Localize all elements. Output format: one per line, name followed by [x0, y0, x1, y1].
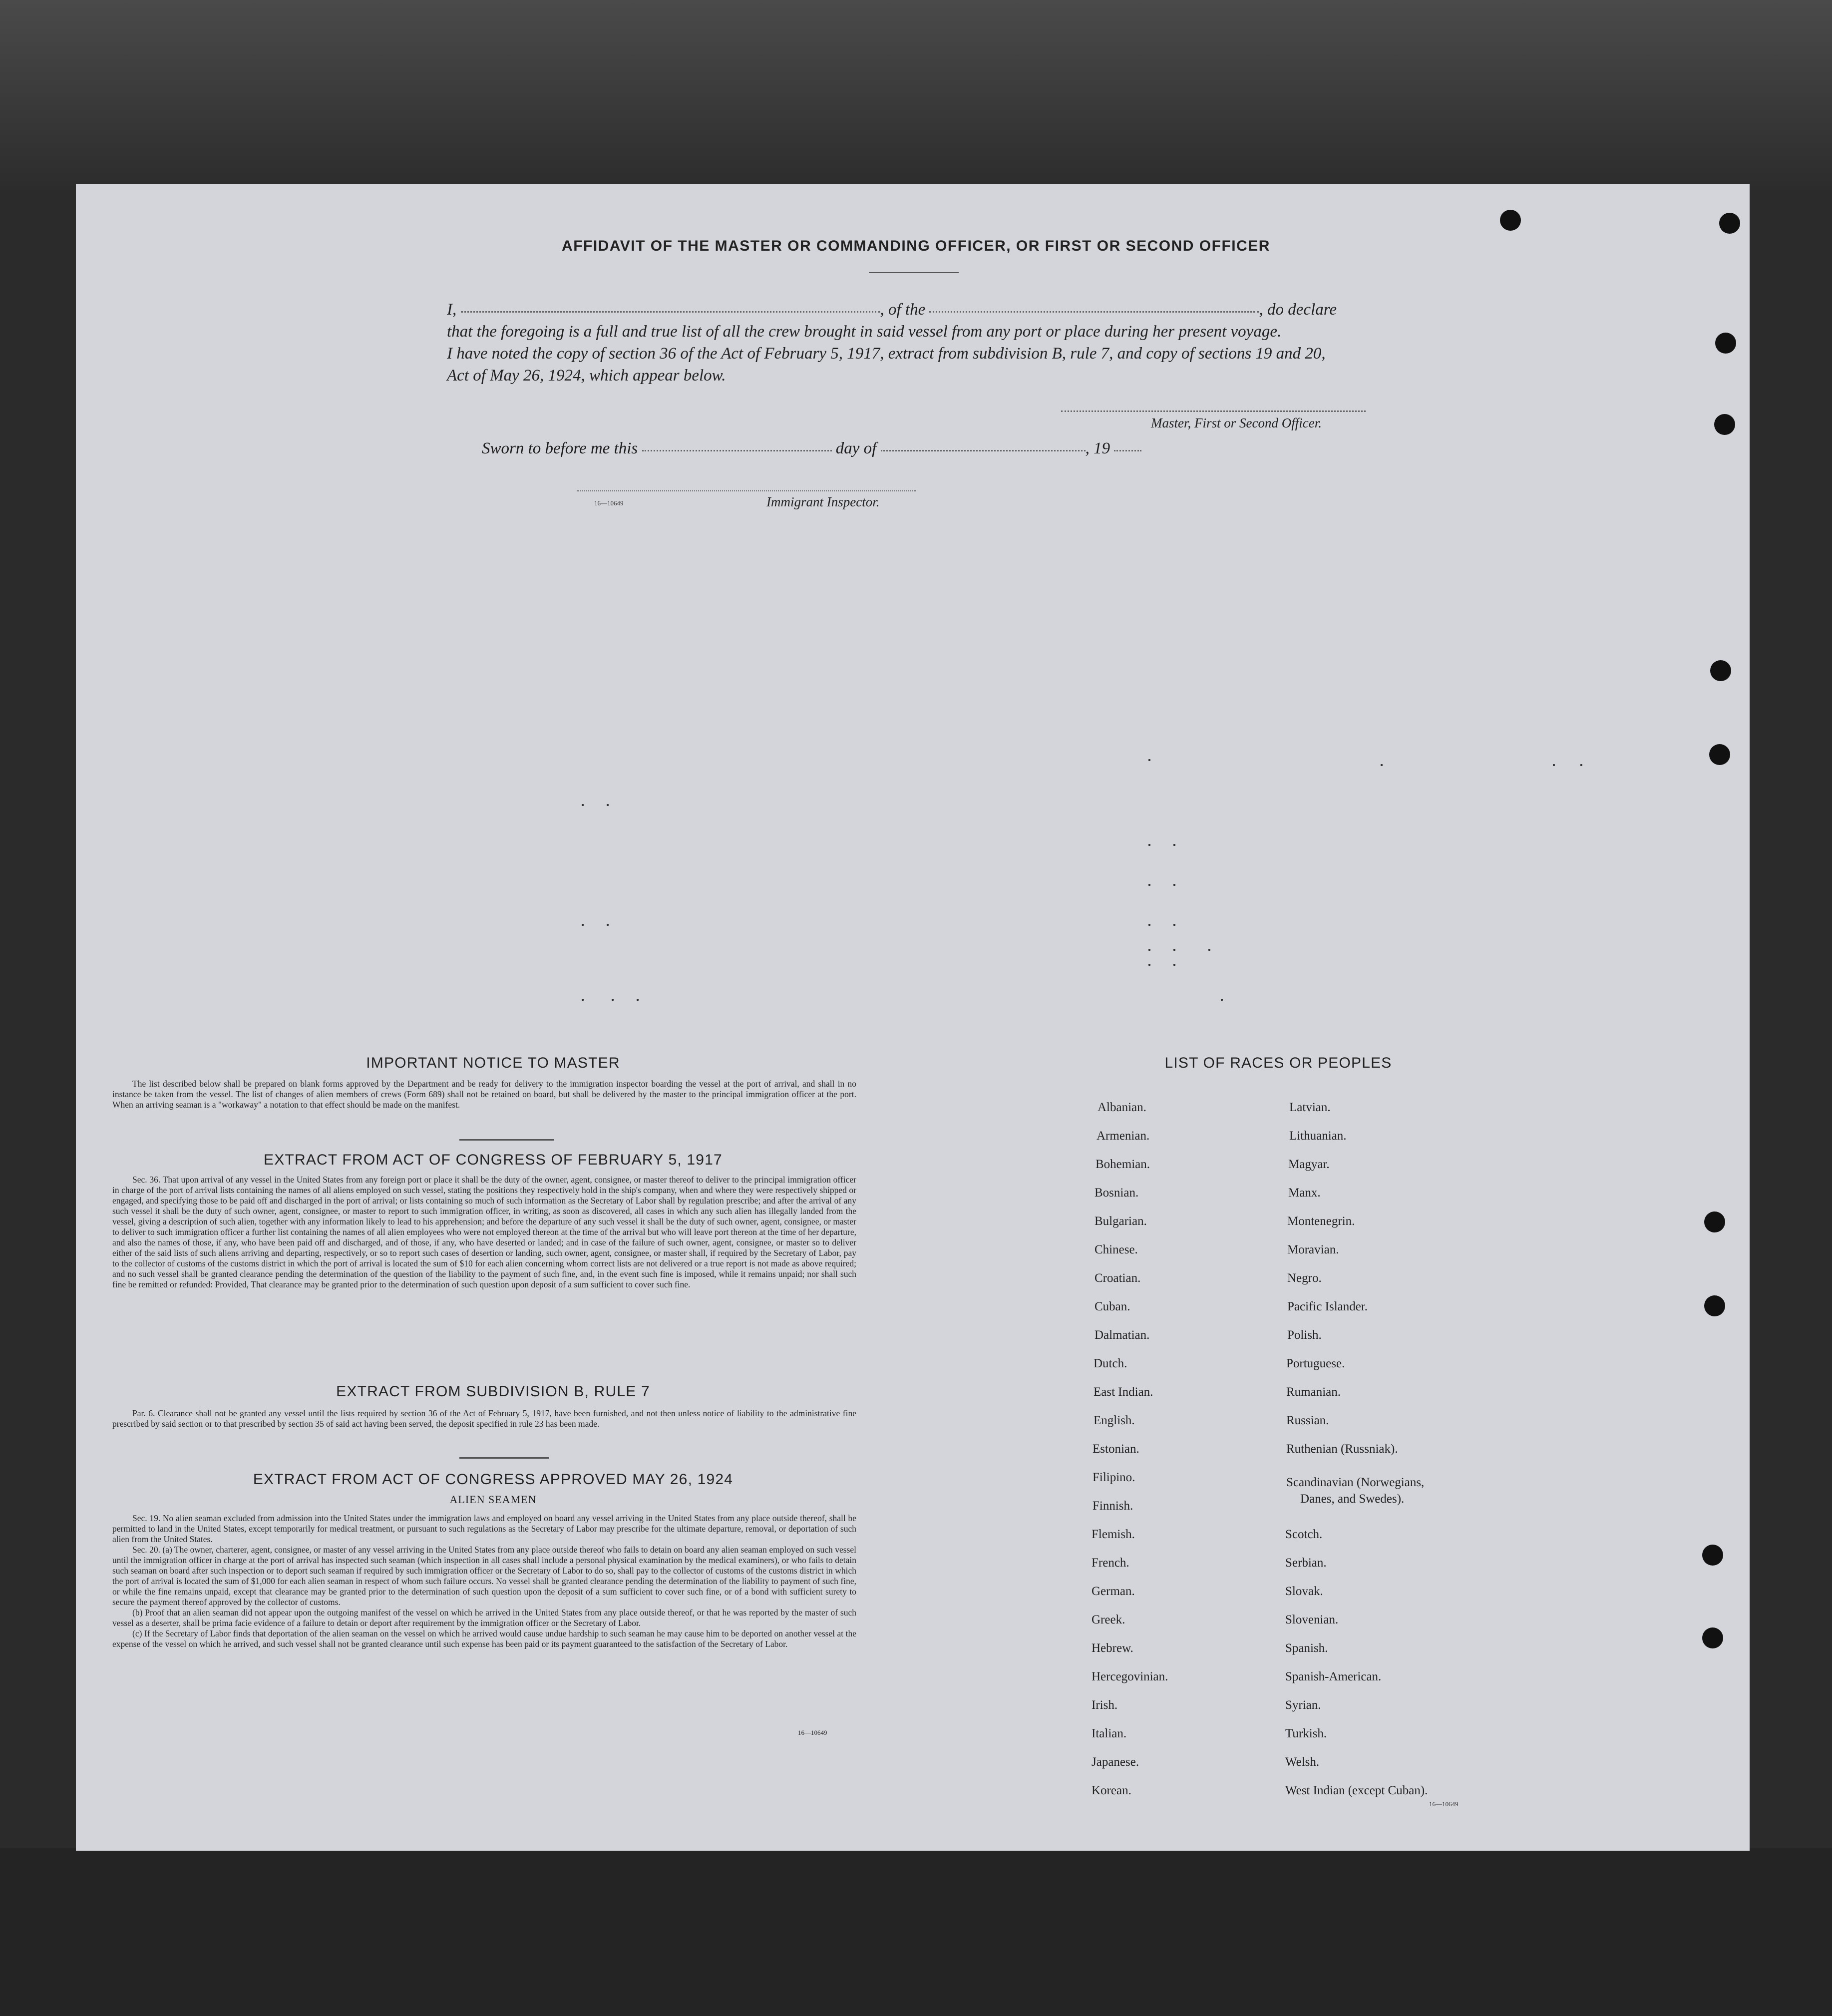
punch-hole — [1714, 414, 1735, 435]
title-divider — [869, 272, 959, 273]
punch-hole — [1702, 1627, 1723, 1648]
extract-1917-body — [112, 1175, 856, 1290]
affidavit-form-number: 16—10649 — [594, 499, 624, 507]
bleed-through-mark — [1173, 884, 1175, 886]
race-right-item: Russian. — [1286, 1414, 1329, 1427]
paragraph-6: Par. 6. Clearance shall not be granted any vessel until the lists required by section 36 of the Act of February 5, 1917, have been furnished, and not then unless notice of liability to the administrative fine prescribed by said section or to that prescribed by section 35 of said act having been served, the deposit specified in rule 23 has been made. — [112, 1408, 856, 1429]
section-20c-paragraph: (c) If the Secretary of Labor finds that deportation of the alien seaman on the vessel on which he arrived would cause undue hardship to such seaman he may cause him to be deported on another vessel at the expense of the vessel on which he arrived, and such vessel shall not be granted clearance until such expense has been paid or its payment guaranteed to the satisfaction of the Secretary of Labor. — [112, 1628, 856, 1649]
bleed-through-mark — [1148, 949, 1150, 951]
bleed-through-mark — [582, 999, 584, 1001]
section-36-paragraph: Sec. 36. That upon arrival of any vessel in the United States from any foreign port or place it shall be the duty of the owner, agent, consignee, or master thereof to deliver to the principal immigration officer in charge of the port of arrival lists containing the names of all aliens employed on such vessel, stating the positions they respectively hold in the ship's company, when and where they were respectively shipped or engaged, and specifying those to be paid off and discharged in the port of arrival; or lists containing so much of such information as the Secretary of Labor shall by regulation prescribe; and after the arrival of any such vessel it shall be the duty of such owner, agent, consignee, or master to report to such immigration officer, in writing, as soon as discovered, all cases in which any such alien has illegally landed from the vessel, giving a description of such alien, together with any information likely to lead to his apprehension; and before the departure of any such vessel it shall be the duty of such owner, agent, consignee, or master to deliver to such immigration officer a further list containing the names of all alien employees who were not employed thereon at the time of the arrival but who will leave port thereon at the time of her departure, and also the names of those, if any, who have been paid off and discharged, and of those, if any, who have deserted or landed; and in case of the failure of such owner, agent, consignee, or master so to deliver either of the said lists of such aliens arriving and departing, respectively, or so to report such cases of desertion or landing, such owner, agent, consignee, or master shall, if required by the Secretary of Labor, pay to the collector of customs of the customs district in which the port of arrival is located the sum of $10 for each alien concerning whom correct lists are not delivered or a true report is not made as above required; and no such vessel shall be granted clearance pending the determination of the question of the liability to the payment of such fine, and, in the event such fine is imposed, while it remains unpaid; nor shall such fine be remitted or refunded: Provided, That clearance may be granted prior to the determination of such question upon deposit of a sum sufficient to cover such fine. — [112, 1175, 856, 1289]
race-left-item: Italian. — [1092, 1727, 1127, 1740]
race-left-item: Irish. — [1092, 1698, 1118, 1712]
race-left-item: Japanese. — [1092, 1755, 1139, 1769]
race-right-item: Welsh. — [1285, 1755, 1320, 1769]
race-right-item: Negro. — [1287, 1271, 1322, 1285]
section-20a-paragraph: Sec. 20. (a) The owner, charterer, agent, consignee, or master of any vessel arriving in the United States from any place outside thereof who fails to detain on board any alien seaman employed on such vessel until the immigration officer in charge at the port of arrival has inspected such seaman (which inspection in all cases shall include a personal physical examination by the medical examiners), or who fails to detain such seaman on board after such inspection or to deport such seaman if required by such immigration officer or the Secretary of Labor to do so, shall pay to the collector of customs of the customs district in which the port of arrival is located the sum of $1,000 for each alien seaman in respect of whom such failure occurs. No vessel shall be granted clearance pending the determination of the liability to payment of such fine, or while the fine remains unpaid, except that clearance may be granted prior to the determination of such question upon the deposit of a sum sufficient to cover such fine, or of a bond with sufficient surety to secure the payment thereof approved by the collector of customs. — [112, 1545, 856, 1607]
races-form-number: 16—10649 — [1429, 1800, 1459, 1808]
race-right-item: Polish. — [1287, 1328, 1322, 1342]
inspector-signature-label: Immigrant Inspector. — [766, 494, 880, 509]
inspector-signature-line — [577, 490, 916, 491]
extract-1924-body — [112, 1513, 856, 1649]
race-right-item: Lithuanian. — [1289, 1129, 1347, 1143]
bleed-through-mark — [607, 804, 609, 806]
extract-1924-title: EXTRACT FROM ACT OF CONGRESS APPROVED MAY 26, 1924 — [253, 1471, 733, 1488]
race-right-item: Spanish. — [1285, 1641, 1328, 1655]
section-divider — [459, 1139, 554, 1141]
race-left-item: Finnish. — [1093, 1499, 1133, 1513]
scanner-background-bottom — [0, 1848, 1832, 2016]
race-left-item: Filipino. — [1093, 1471, 1135, 1484]
race-left-item: Bulgarian. — [1095, 1214, 1147, 1228]
race-left-item: Hercegovinian. — [1092, 1670, 1168, 1683]
race-left-item: Hebrew. — [1092, 1641, 1133, 1655]
race-right-item: Scandinavian (Norwegians, — [1286, 1476, 1425, 1489]
bleed-through-mark — [582, 924, 584, 926]
scanner-background-top — [0, 0, 1832, 190]
race-left-item: Greek. — [1092, 1613, 1125, 1626]
punch-hole — [1709, 744, 1730, 765]
bleed-through-mark — [1221, 999, 1223, 1001]
affidavit-line-2: that the foregoing is a full and true list of all the crew brought in said vessel from any port or place during her present voyage. — [447, 323, 1282, 341]
extract-form-number: 16—10649 — [798, 1729, 827, 1736]
bleed-through-mark — [1208, 949, 1210, 951]
affidavit-line-1 — [447, 299, 1386, 321]
affidavit-title: AFFIDAVIT OF THE MASTER OR COMMANDING OFFICER, OR FIRST OR SECOND OFFICER — [562, 238, 1270, 254]
affidavit-of-the: , of the — [880, 301, 926, 319]
affidavit-statement — [447, 299, 1386, 387]
race-right-item: Magyar. — [1288, 1158, 1330, 1171]
bleed-through-mark — [1553, 764, 1555, 766]
race-left-item: Estonian. — [1093, 1442, 1139, 1456]
alien-seamen-subtitle: ALIEN SEAMEN — [449, 1493, 537, 1506]
race-right-item: Latvian. — [1289, 1101, 1331, 1114]
bleed-through-mark — [1148, 884, 1150, 886]
bleed-through-mark — [637, 999, 639, 1001]
bleed-through-mark — [1381, 764, 1383, 766]
sworn-month-blank — [881, 450, 1086, 451]
bleed-through-mark — [612, 999, 614, 1001]
bleed-through-mark — [1148, 844, 1150, 846]
vessel-blank — [929, 311, 1259, 313]
punch-hole — [1719, 213, 1740, 234]
race-right-item: Moravian. — [1287, 1243, 1339, 1256]
notice-body — [112, 1079, 856, 1110]
notice-title: IMPORTANT NOTICE TO MASTER — [366, 1055, 620, 1071]
race-left-item: Albanian. — [1098, 1101, 1146, 1114]
race-right-item: Danes, and Swedes). — [1300, 1492, 1405, 1506]
bleed-through-mark — [1173, 964, 1175, 966]
bleed-through-mark — [1148, 759, 1150, 761]
race-left-item: Flemish. — [1092, 1528, 1135, 1541]
section-19-paragraph: Sec. 19. No alien seaman excluded from admission into the United States under the immigration laws and employed on board any vessel arriving in the United States from any place outside thereof, shall be permitted to land in the United States, except temporarily for medical treatment, or pursuant to such regulations as the Secretary of Labor may prescribe for the ultimate departure, removal, or deportation of such alien from the United States. — [112, 1513, 856, 1544]
affidavit-i: I, — [447, 301, 457, 319]
race-right-item: Manx. — [1288, 1186, 1321, 1200]
race-left-item: Korean. — [1092, 1784, 1131, 1797]
race-right-item: West Indian (except Cuban). — [1285, 1784, 1428, 1797]
affidavit-declare: , do declare — [1259, 301, 1337, 319]
race-right-item: Montenegrin. — [1287, 1214, 1355, 1228]
bleed-through-mark — [1173, 844, 1175, 846]
bleed-through-mark — [582, 804, 584, 806]
race-right-item: Scotch. — [1285, 1528, 1323, 1541]
sworn-text: Sworn to before me this — [482, 439, 638, 457]
race-left-item: Chinese. — [1095, 1243, 1138, 1256]
punch-hole — [1715, 333, 1736, 354]
sworn-year-blank — [1114, 450, 1141, 451]
bleed-through-mark — [1148, 924, 1150, 926]
extract-1917-title: EXTRACT FROM ACT OF CONGRESS OF FEBRUARY 5, 1917 — [264, 1152, 723, 1168]
races-title: LIST OF RACES OR PEOPLES — [1164, 1055, 1392, 1071]
race-right-item: Slovak. — [1285, 1585, 1323, 1598]
extract-rule7-body — [112, 1408, 856, 1429]
race-left-item: German. — [1092, 1585, 1135, 1598]
section-20b-paragraph: (b) Proof that an alien seaman did not appear upon the outgoing manifest of the vessel on which he arrived in the United States from any place outside thereof, or that he was reported by the master of such vessel as a deserter, shall be prima facie evidence of a failure to detain or deport after requirement by the immigration officer or the Secretary of Labor. — [112, 1608, 856, 1628]
race-left-item: French. — [1092, 1556, 1129, 1570]
race-right-item: Slovenian. — [1285, 1613, 1339, 1626]
race-left-item: Bosnian. — [1095, 1186, 1139, 1200]
race-left-item: English. — [1094, 1414, 1135, 1427]
race-right-item: Rumanian. — [1286, 1385, 1341, 1399]
bleed-through-mark — [1580, 764, 1582, 766]
race-right-item: Ruthenian (Russniak). — [1286, 1442, 1398, 1456]
bleed-through-mark — [1173, 924, 1175, 926]
race-left-item: Bohemian. — [1096, 1158, 1150, 1171]
race-right-item: Serbian. — [1285, 1556, 1327, 1570]
sworn-day-of: day of — [835, 439, 877, 457]
sworn-day-blank — [642, 450, 832, 451]
punch-hole — [1710, 660, 1731, 681]
master-signature-line — [1061, 410, 1366, 412]
race-right-item: Pacific Islander. — [1287, 1300, 1368, 1313]
race-left-item: Dalmatian. — [1095, 1328, 1150, 1342]
race-right-item: Spanish-American. — [1285, 1670, 1382, 1683]
bleed-through-mark — [607, 924, 609, 926]
section-divider — [459, 1457, 549, 1459]
race-right-item: Syrian. — [1285, 1698, 1321, 1712]
punch-hole — [1704, 1211, 1725, 1232]
master-signature-label: Master, First or Second Officer. — [1151, 415, 1322, 430]
race-left-item: Armenian. — [1097, 1129, 1150, 1143]
notice-paragraph: The list described below shall be prepared on blank forms approved by the Department and be ready for delivery to the immigration inspector boarding the vessel at the port of arrival, and shall in no instance be taken from the vessel. The list of changes of alien members of crews (Form 689) shall not be retained on board, but shall be delivered by the master to the principal immigration officer at the port. When an arriving seaman is a "workaway" a notation to that effect should be made on the manifest. — [112, 1079, 856, 1110]
race-right-item: Turkish. — [1285, 1727, 1327, 1740]
race-left-item: Cuban. — [1095, 1300, 1130, 1313]
punch-hole — [1500, 210, 1521, 231]
extract-rule7-title: EXTRACT FROM SUBDIVISION B, RULE 7 — [336, 1383, 650, 1400]
race-left-item: Dutch. — [1094, 1357, 1127, 1370]
sworn-line — [482, 439, 1141, 458]
sworn-year: , 19 — [1085, 439, 1110, 457]
bleed-through-mark — [1148, 964, 1150, 966]
race-left-item: Croatian. — [1095, 1271, 1141, 1285]
punch-hole — [1704, 1295, 1725, 1316]
punch-hole — [1702, 1545, 1723, 1566]
race-left-item: East Indian. — [1094, 1385, 1153, 1399]
affidavit-line-3: I have noted the copy of section 36 of the Act of February 5, 1917, extract from subdivision B, rule 7, and copy of sections 19 and 20, — [447, 345, 1326, 363]
race-right-item: Portuguese. — [1286, 1357, 1345, 1370]
affidavit-line-4: Act of May 26, 1924, which appear below. — [447, 367, 726, 385]
name-blank — [461, 311, 880, 313]
bleed-through-mark — [1173, 949, 1175, 951]
